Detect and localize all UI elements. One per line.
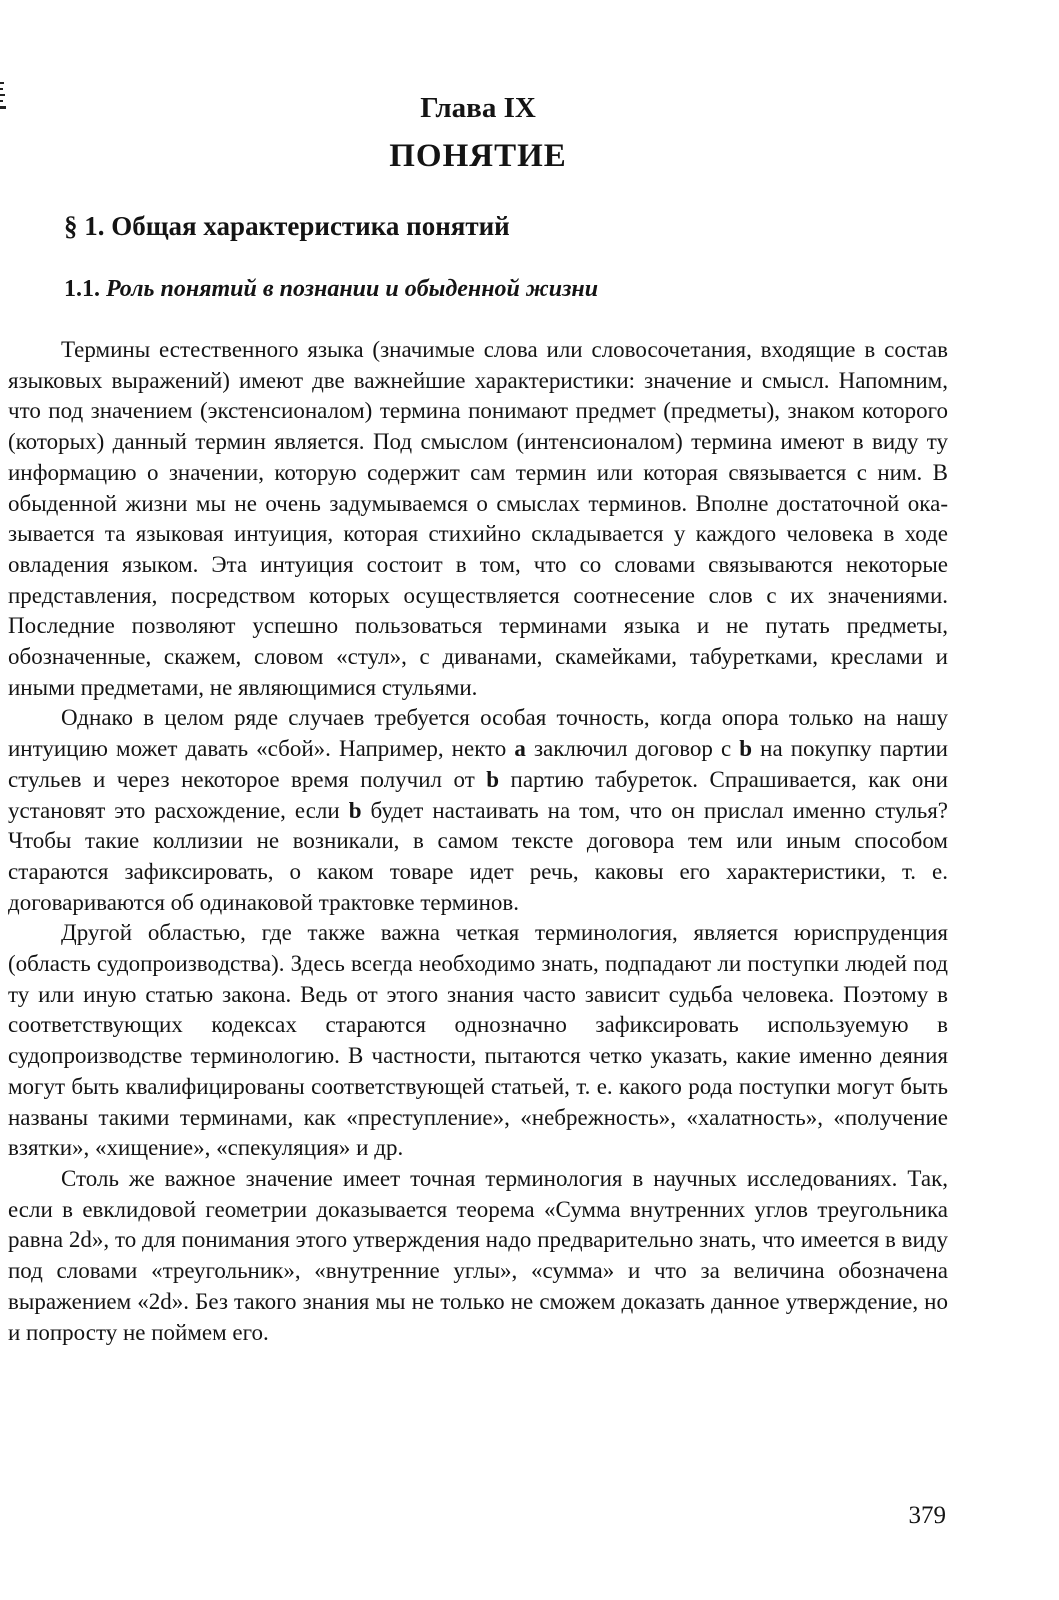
- paragraph: [8, 1164, 948, 1348]
- variable-term: b: [739, 736, 753, 762]
- paragraph-text: на покупку партии стульев и через некоторое время получил от: [8, 736, 948, 792]
- section-heading: § 1. Общая характеристика понятий: [64, 211, 510, 241]
- paragraph-text: заключил договор с: [525, 736, 740, 762]
- variable-term: a: [514, 736, 526, 762]
- paragraph: [8, 335, 948, 703]
- paragraph-text: Однако в целом ряде случаев требуется особая точность, когда опора только на нашу интуицию может давать «сбой». Например, некто: [8, 705, 948, 762]
- body-text: [8, 335, 948, 1348]
- chapter-label: Глава IX: [420, 92, 536, 124]
- subsection-heading: [64, 271, 598, 307]
- subsection-number: 1.1.: [64, 276, 100, 302]
- variable-term: b: [348, 797, 362, 823]
- paragraph-text: Столь же важное значение имеет точная терминология в научных исследованиях. Так, если в евклидовой геометрии доказывается теорема «Сумма внутренних углов треугольника равна 2d», то для понимания этого утверждения надо предварительно знать, что имеется в виду под словами «треугольник», «внутренние углы», «сумма» и что за величина обозначена выражением «2d». Без такого знания мы не только не сможем доказать данное утверждение, но и попросту не поймем его.: [8, 1165, 948, 1345]
- paragraph-text: партию табуреток. Спрашивается, как они установят это расхождение, если: [8, 766, 948, 823]
- paragraph-text: Термины естественного языка (значимые слова или словосочетания, входящие в состав языковых выражений) имеют две важнейшие характеристики: значение и смысл. Напомним, что под значением (экстенсионалом) термина понимают предмет (предметы), знаком которого (которых) данный термин является. Под смыслом (интенсионалом) термина имеют в виду ту информацию о значении, которую содержит сам термин или которая связывается с ним. В обыденной жизни мы не очень задумываемся о смыслах терминов. Вполне достаточной оказывается та языковая интуиция, которая стихийно складывается у каждого человека в ходе овладения языком. Эта интуиция состоит в том, что со словами связываются некоторые представления, посредством которых осуществляется соотнесение слов с их значениями. Последние позволяют успешно пользоваться терминами языка и не путать предметы, обозначенные, скажем, словом «стул», с диванами, скамейками, табуретками, креслами и иными предметами, не являющимися стульями.: [8, 337, 948, 700]
- paragraph-text: Другой областью, где также важна четкая терминология, является юриспруденция (область судопроизводства). Здесь всегда необходимо знать, подпадают ли поступки людей под ту или иную статью закона. Ведь от этого знания часто зависит судьба человека. Поэтому в соответствующих кодексах стараются однозначно зафиксировать используемую в судопроизводстве терминологию. В частности, пытаются четко указать, какие именно деяния могут быть квалифицированы соответствующей статьей, т. е. какого рода поступки могут быть названы такими терминами, как «преступление», «небрежность», «халатность», «получение взятки», «хищение», «спекуляция» и др.: [8, 920, 948, 1161]
- page-number: 379: [908, 1502, 946, 1529]
- paragraph: [8, 703, 948, 918]
- chapter-title: ПОНЯТИЕ: [389, 138, 567, 174]
- subsection-title: Роль понятий в познании и обыденной жизни: [106, 276, 599, 302]
- variable-term: b: [486, 766, 500, 792]
- paragraph-text: будет настаивать на том, что он прислал именно стулья? Чтобы такие коллизии не возникали, в самом тексте договора тем или иным способом стараются зафиксировать, о каком товаре идет речь, каковы его характеристики, т. е. договариваются об одинаковой трактовке терминов.: [8, 797, 948, 915]
- paragraph: [8, 918, 948, 1164]
